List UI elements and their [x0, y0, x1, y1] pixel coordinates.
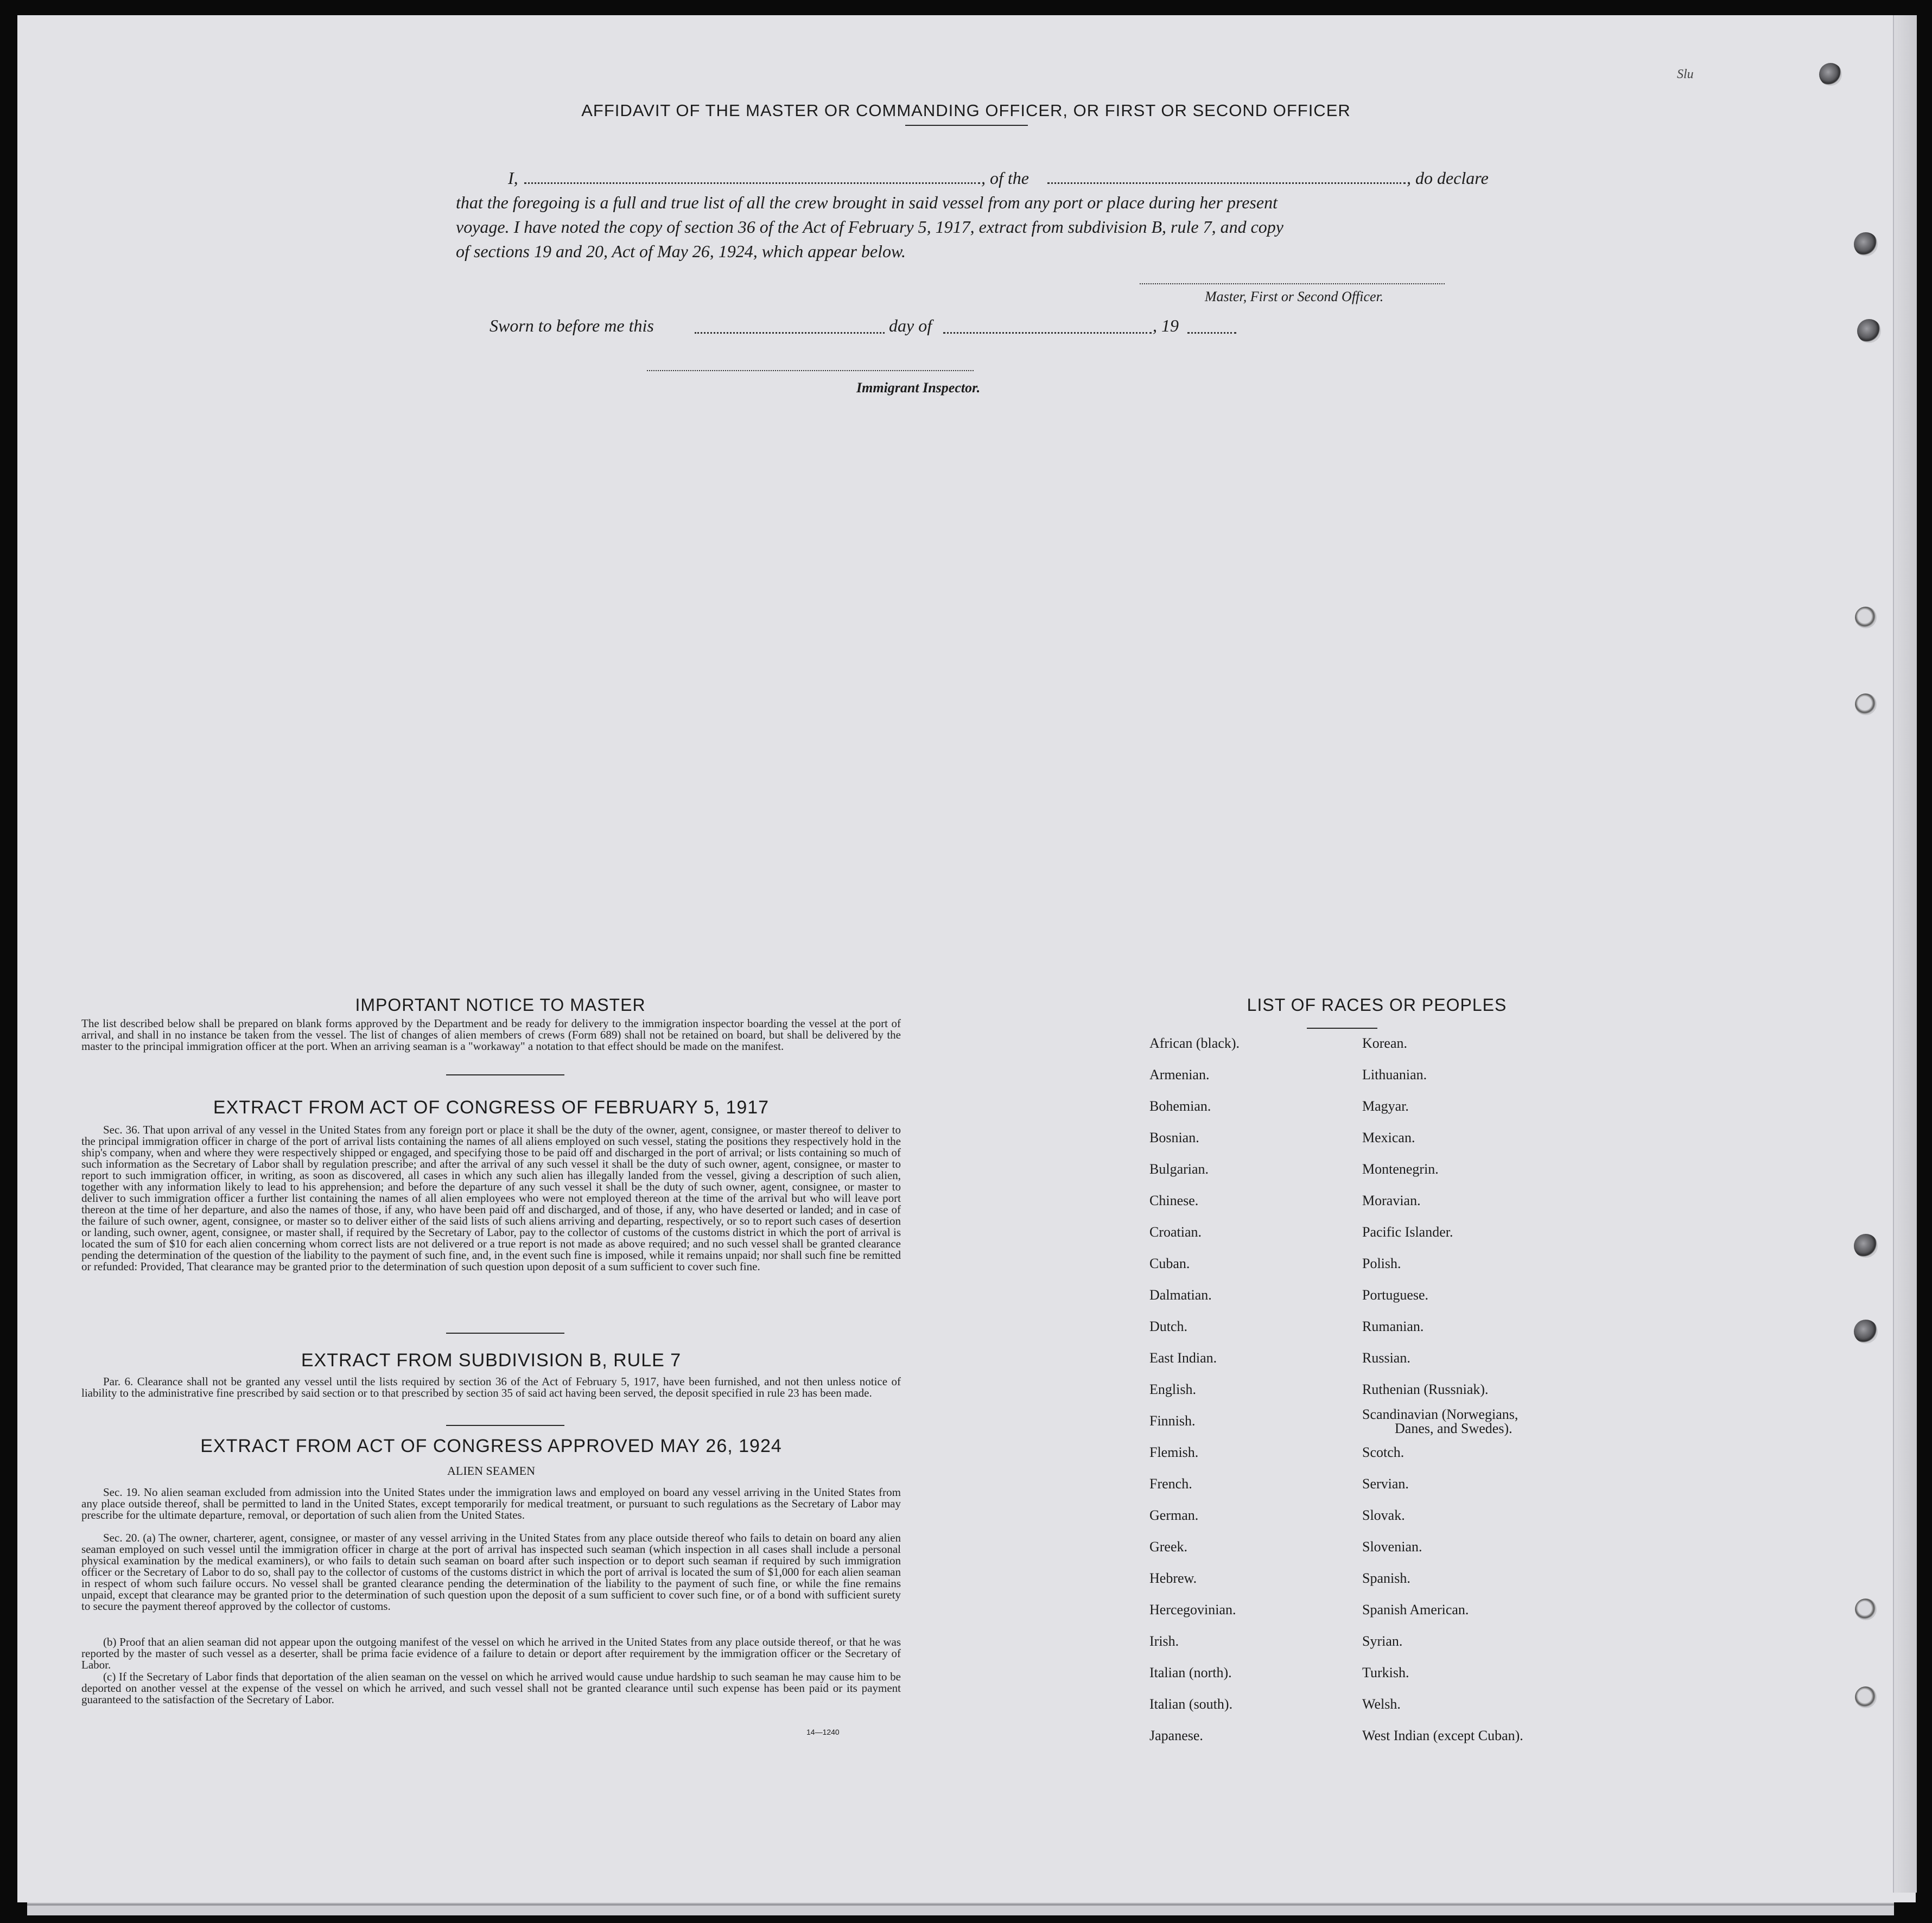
- race-item: Dalmatian.: [1149, 1287, 1212, 1303]
- affidavit-body: [456, 166, 1503, 264]
- race-item: West Indian (except Cuban).: [1362, 1728, 1523, 1743]
- inspector-label: Immigrant Inspector.: [856, 380, 981, 396]
- race-item: Moravian.: [1362, 1193, 1421, 1208]
- race-item: Bosnian.: [1149, 1130, 1199, 1145]
- month-blank: [943, 332, 1152, 334]
- race-item: Scandinavian (Norwegians,: [1362, 1406, 1518, 1422]
- punch-hole-icon: [1854, 232, 1878, 256]
- race-item: Hebrew.: [1149, 1570, 1197, 1586]
- sworn-label: Sworn to before me this: [490, 316, 654, 335]
- race-item: Ruthenian (Russniak).: [1362, 1381, 1489, 1397]
- race-item: Finnish.: [1149, 1413, 1196, 1429]
- race-item: Korean.: [1362, 1035, 1408, 1051]
- race-item: Armenian.: [1149, 1067, 1210, 1083]
- affidavit-title: AFFIDAVIT OF THE MASTER OR COMMANDING OFFICER, OR FIRST OR SECOND OFFICER: [581, 101, 1351, 120]
- name-blank: [524, 182, 980, 184]
- year-blank: [1187, 332, 1236, 334]
- page-mark: Slu: [1677, 67, 1694, 81]
- race-item: Bohemian.: [1149, 1098, 1211, 1114]
- punch-hole-icon: [1854, 1234, 1878, 1258]
- race-item: Turkish.: [1362, 1665, 1409, 1680]
- divider: [446, 1074, 564, 1075]
- race-item: Lithuanian.: [1362, 1067, 1427, 1083]
- race-item: Irish.: [1149, 1633, 1179, 1649]
- race-item-continued: Danes, and Swedes).: [1395, 1421, 1512, 1436]
- race-item: Croatian.: [1149, 1224, 1202, 1240]
- race-item: Japanese.: [1149, 1728, 1203, 1743]
- punch-hole-icon: [1854, 1320, 1878, 1343]
- race-item: French.: [1149, 1476, 1192, 1492]
- punch-hole-icon: [1819, 63, 1842, 86]
- vessel-blank: [1047, 182, 1406, 184]
- race-item: Flemish.: [1149, 1444, 1199, 1460]
- punch-hole-icon: [1855, 607, 1877, 628]
- punch-hole-icon: [1855, 693, 1877, 715]
- day-of-label: day of: [889, 316, 932, 335]
- signature-line: [1140, 283, 1445, 284]
- race-item: Hercegovinian.: [1149, 1602, 1236, 1618]
- extract-rule7-title: EXTRACT FROM SUBDIVISION B, RULE 7: [301, 1350, 682, 1371]
- punch-hole-icon: [1855, 1599, 1877, 1620]
- race-item: Scotch.: [1362, 1444, 1404, 1460]
- document-page: [17, 15, 1916, 1902]
- race-item: Spanish.: [1362, 1570, 1410, 1586]
- race-item: Dutch.: [1149, 1319, 1188, 1334]
- race-item: Pacific Islander.: [1362, 1224, 1453, 1240]
- divider: [446, 1425, 564, 1426]
- races-right-column: [1362, 1035, 1590, 1762]
- sec20a-text: Sec. 20. (a) The owner, charterer, agent, consignee, or master of any vessel arriving in the United States from any place outside thereof who fails to detain on board any alien seaman employed on such vessel until the immigration officer in charge at the port of arrival has inspected such seaman (which inspection in all cases shall include a personal physical examination by the medical examiners), or who fails to detain such seaman on board after such inspection or to deport such seaman if required by such immigration officer or the Secretary of Labor to do so, shall pay to the collector of customs of the customs district in which the port of arrival is located the sum of $1,000 for each alien seaman in respect of whom such failure occurs. No vessel shall be granted clearance pending the determination of the liability to the payment of such fine, or while the fine remains unpaid, except that clearance may be granted prior to the determination of such question upon the deposit of a sum sufficient to cover such fine, or of a bond with sufficient surety to secure the payment thereof approved by the collector of customs.: [81, 1531, 901, 1613]
- race-item: Portuguese.: [1362, 1287, 1429, 1303]
- race-item: Mexican.: [1362, 1130, 1415, 1145]
- extract-1917-text: Sec. 36. That upon arrival of any vessel in the United States from any foreign port or place it shall be the duty of the owner, agent, consignee, or master thereof to deliver to the principal immigration officer in charge of the port of arrival lists containing the names of all aliens employed on such vessel, stating the positions they respectively hold in the ship's company, when and where they were respectively shipped or engaged, and specifying those to be paid off and discharged in the port of arrival; or lists containing so much of such information as the Secretary of Labor shall by regulation prescribe; and after the arrival of any such vessel it shall be the duty of such owner, agent, consignee, or master to report to such immigration officer, in writing, as soon as discovered, all cases in which any such alien has illegally landed from the vessel, giving a description of such alien, together with any information likely to lead to his apprehension; and before the departure of any such vessel it shall be the duty of such owner, agent, consignee, or master to deliver to such immigration officer a further list containing the names of all alien employees who were not employed thereon at the time of the arrival but who will leave port thereon at the time of her departure, and also the names of those, if any, who have been paid off and discharged, and of those, if any, who have deserted or landed; and in case of the failure of such owner, agent, consignee, or master so to deliver either of the said lists of such aliens arriving and departing, respectively, or so to report such cases of desertion or landing, such owner, agent, consignee, or master shall, if required by the Secretary of Labor, pay to the collector of customs of the customs district in which the port of arrival is located the sum of $10 for each alien concerning whom correct lists are not delivered or a true report is not made as above required; and no such vessel shall be granted clearance pending the determination of the question of the liability to the payment of such fine, and, in the event such fine is imposed, while it remains unpaid; nor shall such fine be remitted or refunded: Provided, That clearance may be granted prior to the determination of such question upon deposit of a sum sufficient to cover such fine.: [81, 1123, 901, 1273]
- signature-label: Master, First or Second Officer.: [1205, 289, 1384, 304]
- races-title-rule: [1307, 1028, 1377, 1029]
- sheet-edge: [27, 1903, 1894, 1906]
- alien-seamen-subtitle: ALIEN SEAMEN: [447, 1464, 535, 1478]
- race-item: Slovenian.: [1362, 1539, 1422, 1555]
- affidavit-line-3: voyage. I have noted the copy of section 36 of the Act of February 5, 1917, extract from subdivision B, rule 7, and copy: [456, 217, 1283, 237]
- i-label: I,: [508, 168, 518, 188]
- race-item: East Indian.: [1149, 1350, 1217, 1366]
- extract-1924-title: EXTRACT FROM ACT OF CONGRESS APPROVED MAY 26, 1924: [200, 1436, 782, 1456]
- sec20c-text: (c) If the Secretary of Labor finds that deportation of the alien seaman on the vessel on which he arrived would cause undue hardship to such seaman he may cause him to be deported on another vessel at the expense of the vessel on which he arrived, and such vessel shall not be granted clearance until such expense has been paid or its payment guaranteed to the satisfaction of the Secretary of Labor.: [81, 1670, 901, 1706]
- race-item: Polish.: [1362, 1256, 1401, 1271]
- punch-hole-icon: [1855, 1686, 1877, 1708]
- year-label: , 19: [1153, 316, 1179, 335]
- divider: [446, 1333, 564, 1334]
- race-item: Magyar.: [1362, 1098, 1409, 1114]
- race-item: German.: [1149, 1507, 1199, 1523]
- do-declare-label: , do declare: [1407, 168, 1489, 188]
- inspector-signature-line: [647, 370, 974, 371]
- race-item: English.: [1149, 1381, 1196, 1397]
- races-left-column: [1149, 1035, 1334, 1762]
- race-item: Russian.: [1362, 1350, 1410, 1366]
- race-item: Servian.: [1362, 1476, 1409, 1492]
- adjacent-page-edge: [1893, 15, 1917, 1893]
- race-item: Cuban.: [1149, 1256, 1190, 1271]
- of-the-label: , of the: [981, 168, 1029, 188]
- day-blank: [695, 332, 885, 334]
- race-item: Chinese.: [1149, 1193, 1199, 1208]
- title-rule: [905, 125, 1028, 126]
- race-item: Spanish American.: [1362, 1602, 1469, 1618]
- extract-1917-title: EXTRACT FROM ACT OF CONGRESS OF FEBRUARY 5, 1917: [213, 1097, 770, 1118]
- affidavit-line-4: of sections 19 and 20, Act of May 26, 1924, which appear below.: [456, 241, 906, 261]
- sec19-text: Sec. 19. No alien seaman excluded from admission into the United States under the immigration laws and employed on board any vessel arriving in the United States from any place outside thereof, shall be permitted to land in the United States, except temporarily for medical treatment, or pursuant to such regulations as the Secretary of Labor may prescribe for the ultimate departure, removal, or deportation of such alien from the United States.: [81, 1486, 901, 1521]
- race-item: Welsh.: [1362, 1696, 1401, 1712]
- race-item: Bulgarian.: [1149, 1161, 1209, 1177]
- race-item: Italian (north).: [1149, 1665, 1232, 1680]
- extract-rule7-text: Par. 6. Clearance shall not be granted any vessel until the lists required by section 36 of the Act of February 5, 1917, have been furnished, and not then unless notice of liability to the administrative fine prescribed by said section or to that prescribed by section 35 of said act having been served, the deposit specified in rule 23 has been made.: [81, 1375, 901, 1399]
- race-item: Syrian.: [1362, 1633, 1403, 1649]
- race-item: Slovak.: [1362, 1507, 1405, 1523]
- race-item: Greek.: [1149, 1539, 1188, 1555]
- race-item: Italian (south).: [1149, 1696, 1233, 1712]
- race-item: Rumanian.: [1362, 1319, 1424, 1334]
- races-title: LIST OF RACES OR PEOPLES: [1247, 995, 1507, 1015]
- race-item: African (black).: [1149, 1035, 1240, 1051]
- notice-text: The list described below shall be prepared on blank forms approved by the Department and be ready for delivery to the immigration inspector boarding the vessel at the port of arrival, and shall in no instance be taken from the vessel. The list of changes of alien members of crews (Form 689) shall not be retained on board, but shall be delivered by the master to the principal immigration officer at the port. When an arriving seaman is a "workaway" a notation to that effect should be made on the manifest.: [81, 1017, 901, 1053]
- sec20b-text: (b) Proof that an alien seaman did not appear upon the outgoing manifest of the vessel on which he arrived in the United States from any place outside thereof, or that he was reported by the master of such vessel as a deserter, shall be prima facie evidence of a failure to detain or deport after requirement by the immigration officer or the Secretary of Labor.: [81, 1635, 901, 1671]
- notice-title: IMPORTANT NOTICE TO MASTER: [355, 995, 646, 1015]
- race-item: Montenegrin.: [1362, 1161, 1439, 1177]
- affidavit-line-1: [456, 166, 1503, 190]
- sworn-line: [490, 316, 1141, 340]
- affidavit-line-2: that the foregoing is a full and true list of all the crew brought in said vessel from any port or place during her present: [456, 193, 1278, 212]
- punch-hole-icon: [1857, 319, 1881, 343]
- form-number: 14—1240: [806, 1728, 840, 1736]
